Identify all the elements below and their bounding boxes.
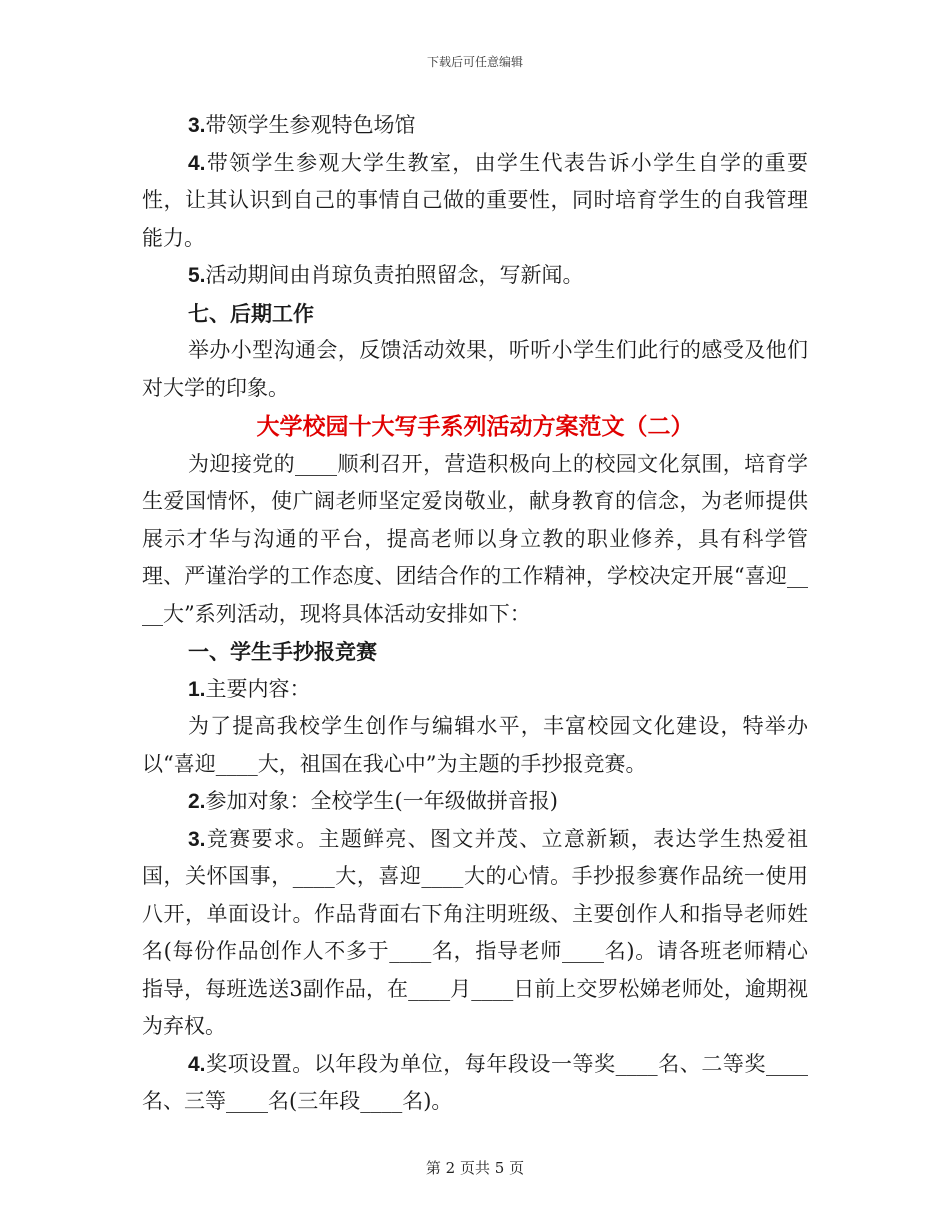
page-footer: 第 2 页共 5 页 bbox=[425, 1159, 525, 1177]
paragraph-item-4 bbox=[142, 145, 808, 258]
item-number: 1. bbox=[188, 677, 206, 701]
section-heading-1: 一、学生手抄报竞赛 bbox=[188, 639, 377, 664]
paragraph-item-5 bbox=[142, 257, 808, 295]
item-number: 5. bbox=[188, 264, 206, 287]
paragraph-text: 奖项设置。以年段为单位，每年段设一等奖____名、二等奖____名、三等____名(三年段____名)。 bbox=[142, 1051, 808, 1113]
paragraph-text: 带领学生参观特色场馆 bbox=[205, 113, 416, 137]
paragraph-item-3 bbox=[142, 107, 808, 145]
paragraph-participants bbox=[142, 783, 808, 821]
page-header: 下载后可任意编辑 bbox=[426, 55, 523, 69]
paragraph-text: 带领学生参观大学生教室，由学生代表告诉小学生自学的重要性，让其认识到自己的事情自己做的重要性，同时培育学生的自我管理能力。 bbox=[142, 150, 808, 250]
paragraph-content: 为了提高我校学生创作与编辑水平，丰富校园文化建设，特举办以“喜迎____大，祖国在我心中”为主题的手抄报竞赛。 bbox=[142, 714, 808, 776]
paragraph-text: 活动期间由肖琼负责拍照留念，写新闻。 bbox=[205, 263, 584, 287]
item-number: 3. bbox=[188, 827, 206, 851]
paragraph-requirements bbox=[142, 821, 808, 1046]
paragraph-awards bbox=[142, 1046, 808, 1121]
section-title: 大学校园十大写手系列活动方案范文（二） bbox=[256, 413, 694, 440]
paragraph-followup: 举办小型沟通会，反馈活动效果，听听小学生们此行的感受及他们对大学的印象。 bbox=[142, 338, 808, 400]
item-number: 4. bbox=[188, 1052, 206, 1076]
section-heading-7: 七、后期工作 bbox=[188, 300, 314, 326]
paragraph-text: 主要内容： bbox=[205, 676, 311, 701]
paragraph-text: 参加对象：全校学生(一年级做拼音报) bbox=[205, 789, 558, 813]
item-number: 3. bbox=[188, 114, 206, 137]
paragraph-text: 竞赛要求。主题鲜亮、图文并茂、立意新颖，表达学生热爱祖国，关怀国事，____大，喜迎____大的心情。手抄报参赛作品统一使用八开，单面设计。作品背面右下角注明班级、主要创作人和指导老师姓名(每份作品创作人不多于____名，指导老师____名)。请各班老师精心指导，每班选送3副作品，在____月____日前上交罗松娣老师处，逾期视为弃权。 bbox=[142, 826, 808, 1038]
paragraph-content-label bbox=[142, 671, 808, 709]
paragraph-intro: 为迎接党的____顺利召开，营造积极向上的校园文化氛围，培育学生爱国情怀，使广阔老师坚定爱岗敬业，献身教育的信念，为老师提供展示才华与沟通的平台，提高老师以身立教的职业修养，具有科学管理、严谨治学的工作态度、团结合作的工作精神，学校决定开展“喜迎____大”系列活动，现将具体活动安排如下： bbox=[142, 451, 808, 626]
item-number: 4. bbox=[188, 151, 206, 175]
document-body bbox=[142, 107, 808, 1121]
item-number: 2. bbox=[188, 790, 206, 813]
